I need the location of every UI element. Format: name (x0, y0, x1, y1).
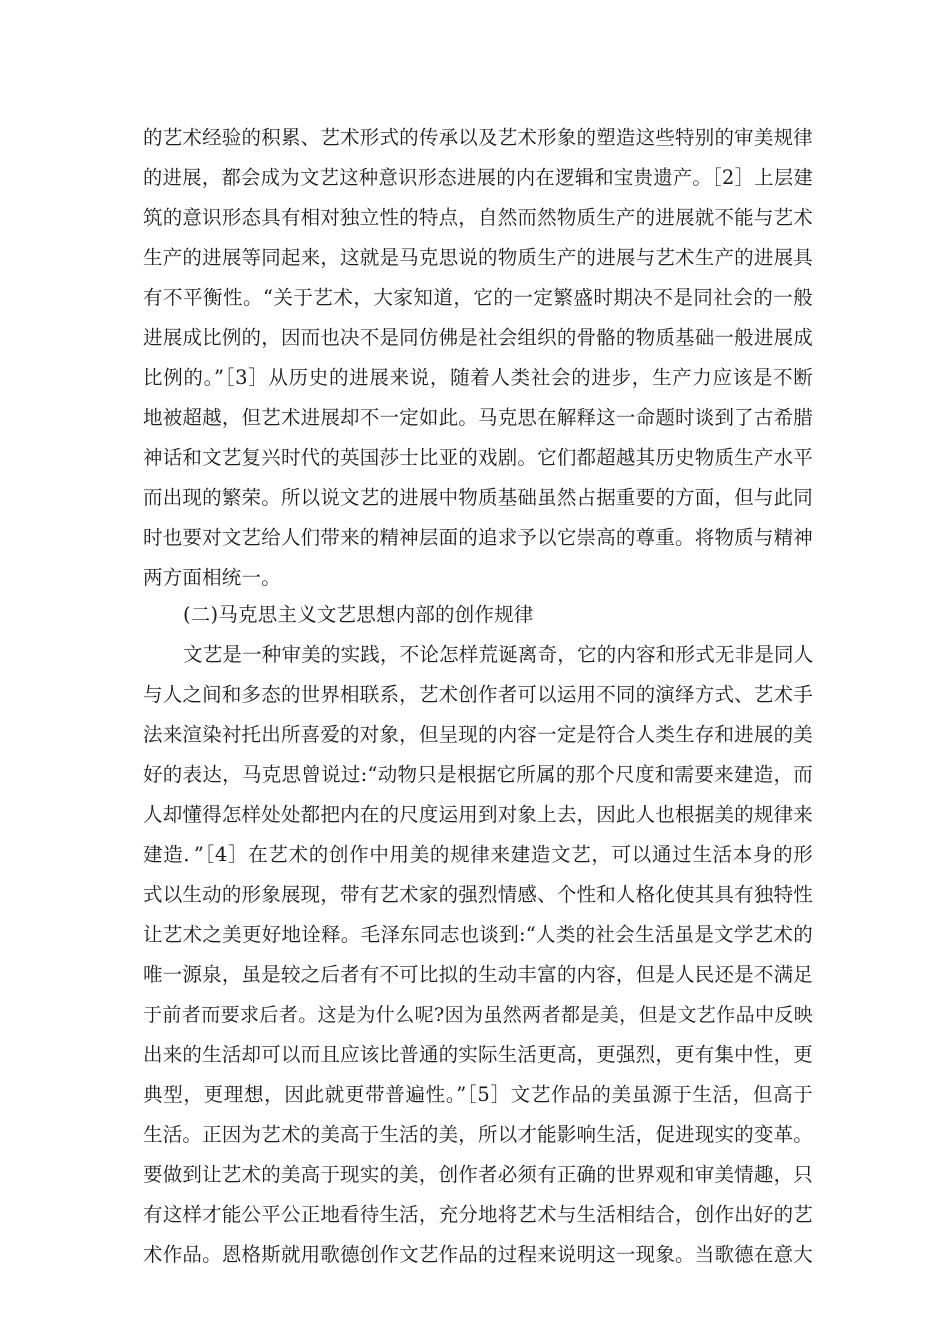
paragraph-line: 地被超越，但艺术进展却不一定如此。马克思在解释这一命题时谈到了古希腊 (143, 406, 813, 429)
paragraph-line-last: 两方面相统一。 (143, 566, 281, 589)
paragraph-line: 人却懂得怎样处处都把内在的尺度运用到对象上去，因此人也根据美的规律来 (143, 803, 813, 826)
paragraph-line: 而出现的繁荣。所以说文艺的进展中物质基础虽然占据重要的方面，但与此同 (143, 486, 813, 509)
paragraph-line: 的进展，都会成为文艺这种意识形态进展的内在逻辑和宝贵遗产。［2］上层建 (143, 166, 813, 189)
paragraph-line: 让艺术之美更好地诠释。毛泽东同志也谈到:“人类的社会生活虽是文学艺术的 (143, 923, 813, 946)
paragraph-line: 进展成比例的，因而也决不是同仿佛是社会组织的骨骼的物质基础一般进展成 (143, 326, 813, 349)
paragraph-first-line: 文艺是一种审美的实践，不论怎样荒诞离奇，它的内容和形式无非是同人 (183, 643, 814, 666)
paragraph-line: 要做到让艺术的美高于现实的美，创作者必须有正确的世界观和审美情趣，只 (143, 1163, 813, 1186)
paragraph-line: 建造．”［4］在艺术的创作中用美的规律来建造文艺，可以通过生活本身的形 (143, 843, 813, 866)
paragraph-line: 时也要对文艺给人们带来的精神层面的追求予以它崇高的尊重。将物质与精神 (143, 526, 813, 549)
paragraph-line: 生产的进展等同起来，这就是马克思说的物质生产的进展与艺术生产的进展具 (143, 246, 813, 269)
paragraph-line: 有不平衡性。“关于艺术，大家知道，它的一定繁盛时期决不是同社会的一般 (143, 286, 813, 309)
section-heading: (二)马克思主义文艺思想内部的创作规律 (183, 603, 534, 626)
paragraph-line: 唯一源泉，虽是较之后者有不可比拟的生动丰富的内容，但是人民还是不满足 (143, 963, 813, 986)
paragraph-line: 术作品。恩格斯就用歌德创作文艺作品的过程来说明这一现象。当歌德在意大 (143, 1243, 813, 1266)
paragraph-line: 于前者而要求后者。这是为什么呢?因为虽然两者都是美，但是文艺作品中反映 (143, 1004, 813, 1026)
paragraph-line: 法来渲染衬托出所喜爱的对象，但呈现的内容一定是符合人类生存和进展的美 (143, 723, 813, 746)
paragraph-line: 好的表达，马克思曾说过:“动物只是根据它所属的那个尺度和需要来建造，而 (143, 763, 813, 786)
paragraph-line: 生活。正因为艺术的美高于生活的美，所以才能影响生活，促进现实的变革。 (143, 1123, 813, 1146)
paragraph-line: 典型，更理想，因此就更带普遍性。”［5］文艺作品的美虽源于生活，但高于 (143, 1083, 813, 1106)
paragraph-line: 式以生动的形象展现，带有艺术家的强烈情感、个性和人格化使其具有独特性 (143, 883, 813, 906)
paragraph-line: 的艺术经验的积累、艺术形式的传承以及艺术形象的塑造这些特别的审美规律 (143, 126, 813, 149)
paragraph-line: 神话和文艺复兴时代的英国莎士比亚的戏剧。它们都超越其历史物质生产水平 (143, 446, 813, 469)
paragraph-line: 与人之间和多态的世界相联系，艺术创作者可以运用不同的演绎方式、艺术手 (143, 683, 813, 706)
paragraph-line: 比例的。”［3］从历史的进展来说，随着人类社会的进步，生产力应该是不断 (143, 366, 813, 389)
paragraph-line: 出来的生活却可以而且应该比普通的实际生活更高，更强烈，更有集中性，更 (143, 1043, 813, 1066)
paragraph-line: 筑的意识形态具有相对独立性的特点，自然而然物质生产的进展就不能与艺术 (143, 206, 813, 229)
paragraph-line: 有这样才能公平公正地看待生活，充分地将艺术与生活相结合，创作出好的艺 (143, 1203, 813, 1226)
